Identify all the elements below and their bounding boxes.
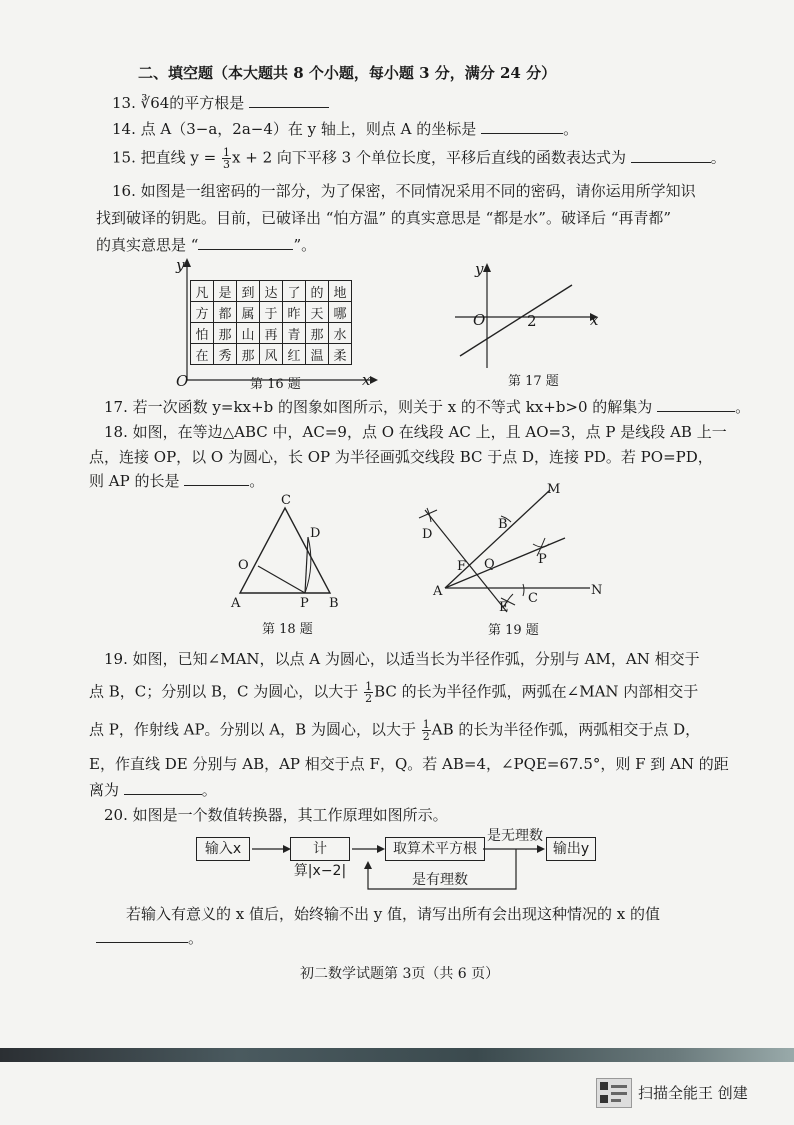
fig16-grid-row xyxy=(191,302,352,323)
fig16-grid-cell: 柔 xyxy=(329,344,352,365)
flow-label-rational: 是有理数 xyxy=(412,872,468,888)
fig17-y-label: y xyxy=(475,260,484,278)
fig16-grid-cell: 青 xyxy=(283,323,306,344)
fig16-y-label: y xyxy=(176,256,185,274)
fig16-grid-row xyxy=(191,281,352,302)
fig19-construction xyxy=(415,480,615,620)
page-footer: 初二数学试题第 3页（共 6 页） xyxy=(300,966,500,982)
question-16-line3 xyxy=(96,235,316,255)
q15-frac-num: 1 xyxy=(223,146,231,159)
q19-text-line3b: AB 的长为半径作弧，两弧相交于点 D， xyxy=(431,720,701,739)
question-19-line3 xyxy=(89,719,700,742)
fig16-grid-cell: 再 xyxy=(260,323,283,344)
q14-number: 14. xyxy=(112,120,136,138)
fig16-grid-row xyxy=(191,323,352,344)
q20-text: 如图是一个数值转换器，其工作原理如图所示。 xyxy=(132,806,448,824)
fig17-tick-2: 2 xyxy=(527,312,537,330)
q18-text-line1: 如图，在等边△ABC 中，AC=9，点 O 在线段 AC 上，且 AO=3，点 P 是线段 AB 上一 xyxy=(132,423,727,441)
q18-end: 。 xyxy=(249,472,265,490)
q19-text-line3a: 点 P，作射线 AP。分别以 A，B 为圆心，以大于 xyxy=(89,720,416,739)
question-16-line2: 找到破译的钥匙。目前，已破译出 “怕方温” 的真实意思是 “都是水”。破译后 “再青都” xyxy=(96,209,672,227)
fig16-cipher-grid xyxy=(190,280,352,365)
fig18-label-O: O xyxy=(238,558,249,573)
fig19-label-B: B xyxy=(498,517,508,532)
q19-frac2-num: 1 xyxy=(422,718,430,731)
fig16-grid-cell: 哪 xyxy=(329,302,352,323)
fig19-label-E: E xyxy=(499,600,509,615)
fig16-grid-cell: 属 xyxy=(237,302,260,323)
q15-number: 15. xyxy=(112,148,136,167)
fig16-grid-cell: 了 xyxy=(283,281,306,302)
fig18-label-P: P xyxy=(300,596,309,611)
q14-end: 。 xyxy=(563,120,579,138)
fig19-label-P: P xyxy=(538,552,547,567)
fig16-grid-cell: 都 xyxy=(214,302,237,323)
fig16-grid-cell: 的 xyxy=(306,281,329,302)
q19-text-line1: 如图，已知∠MAN，以点 A 为圆心，以适当长为半径作弧，分别与 AM，AN 相交于 xyxy=(132,650,700,668)
q19-answer-blank xyxy=(124,780,202,795)
fig17-origin-label: O xyxy=(473,311,486,329)
fig16-grid-cell: 那 xyxy=(237,344,260,365)
question-16-line1 xyxy=(112,181,696,201)
q19-text-line2b: BC 的长为半径作弧，两弧在∠MAN 内部相交于 xyxy=(374,682,699,701)
fig17-caption: 第 17 题 xyxy=(508,374,559,389)
fig16-grid-cell: 水 xyxy=(329,323,352,344)
q16-text-line3a: 的真实意思是 “ xyxy=(96,236,199,254)
fig19-label-N: N xyxy=(591,583,603,598)
q14-answer-blank xyxy=(481,119,563,134)
fig19-label-C: C xyxy=(528,591,538,606)
flow-input-box: 输入x xyxy=(196,837,250,861)
q14-text: 点 A（3−a，2a−4）在 y 轴上，则点 A 的坐标是 xyxy=(140,120,477,138)
fig19-caption: 第 19 题 xyxy=(488,623,539,638)
section-title: 二、填空题（本大题共 8 个小题，每小题 3 分，满分 24 分） xyxy=(138,64,557,82)
q19-number: 19. xyxy=(104,650,128,668)
q13-text: 的平方根是 xyxy=(169,94,245,112)
q20-end: 。 xyxy=(188,929,204,947)
question-20-line1 xyxy=(104,805,448,825)
q15-pre: 把直线 y = xyxy=(140,148,217,167)
question-18-line1 xyxy=(104,422,727,442)
question-15 xyxy=(112,147,726,170)
q16-number: 16. xyxy=(112,182,136,200)
fig17-x-label: x xyxy=(590,311,599,329)
q19-frac2-den: 2 xyxy=(422,730,430,743)
fig18-label-A: A xyxy=(231,596,241,611)
q19-fraction-2 xyxy=(422,719,431,742)
fig19-label-A: A xyxy=(433,584,443,599)
fig19-label-D: D xyxy=(422,527,433,542)
q20-answer-blank xyxy=(96,928,188,943)
question-14 xyxy=(112,119,578,139)
q17-answer-blank xyxy=(657,397,735,412)
fig18-label-B: B xyxy=(329,596,339,611)
flow-label-irrational: 是无理数 xyxy=(487,828,543,844)
fig18-caption: 第 18 题 xyxy=(262,622,313,637)
qr-code-icon xyxy=(596,1078,632,1108)
fig16-grid-cell: 怕 xyxy=(191,323,214,344)
q15-frac-den: 3 xyxy=(223,158,231,171)
question-19-line4: E，作直线 DE 分别与 AB，AP 相交于点 F，Q。若 AB=4，∠PQE=67.5°，则 F 到 AN 的距 xyxy=(89,755,729,773)
fig16-grid-cell: 那 xyxy=(214,323,237,344)
fig16-grid-cell: 达 xyxy=(260,281,283,302)
fig16-grid-cell: 是 xyxy=(214,281,237,302)
flow-calc-box: 计算|x−2| xyxy=(290,837,350,861)
fig16-grid-cell: 温 xyxy=(306,344,329,365)
q16-answer-blank xyxy=(198,235,293,250)
fig16-grid-row xyxy=(191,344,352,365)
fig16-grid-cell: 于 xyxy=(260,302,283,323)
question-17 xyxy=(104,397,750,417)
fig18-label-C: C xyxy=(281,493,291,508)
q13-radical: ∛64 xyxy=(140,94,170,112)
q16-text-line3b: ”。 xyxy=(293,236,317,254)
q17-text: 若一次函数 y=kx+b 的图象如图所示，则关于 x 的不等式 kx+b>0 的解集为 xyxy=(132,398,653,416)
question-13 xyxy=(112,93,329,113)
question-20-line2: 若输入有意义的 x 值后，始终输不出 y 值，请写出所有会出现这种情况的 x 的值 xyxy=(126,905,661,923)
q17-number: 17. xyxy=(104,398,128,416)
fig16-grid-cell: 到 xyxy=(237,281,260,302)
scan-edge-bar xyxy=(0,1048,794,1062)
fig16-grid-cell: 天 xyxy=(306,302,329,323)
fig16-grid-cell: 风 xyxy=(260,344,283,365)
fig16-grid-cell: 山 xyxy=(237,323,260,344)
q18-text-line3: 则 AP 的长是 xyxy=(89,472,180,490)
q19-frac1-den: 2 xyxy=(365,692,373,705)
question-19-line2 xyxy=(89,681,698,704)
fig16-grid-cell: 地 xyxy=(329,281,352,302)
fig16-grid-cell: 红 xyxy=(283,344,306,365)
q19-end: 。 xyxy=(201,781,217,799)
fig16-caption: 第 16 题 xyxy=(250,377,301,392)
fig16-grid-cell: 方 xyxy=(191,302,214,323)
scanner-watermark: 扫描全能王 创建 xyxy=(638,1084,748,1102)
q19-text-line2a: 点 B，C；分别以 B，C 为圆心，以大于 xyxy=(89,682,359,701)
q15-answer-blank xyxy=(631,148,711,163)
question-19-line1 xyxy=(104,649,700,669)
q20-number: 20. xyxy=(104,806,128,824)
q13-number: 13. xyxy=(112,94,136,112)
fig19-label-F: F xyxy=(457,559,467,574)
q13-answer-blank xyxy=(249,93,329,108)
fig16-origin-label: O xyxy=(176,372,189,390)
q15-end: 。 xyxy=(710,148,726,167)
q19-text-line5: 离为 xyxy=(89,781,120,799)
question-19-line5 xyxy=(89,780,217,800)
q17-end: 。 xyxy=(735,398,751,416)
question-18-line3 xyxy=(89,471,264,491)
q15-post: x + 2 向下平移 3 个单位长度，平移后直线的函数表达式为 xyxy=(232,148,626,167)
fig19-label-Q: Q xyxy=(484,557,495,572)
q18-number: 18. xyxy=(104,423,128,441)
fig16-grid-cell: 昨 xyxy=(283,302,306,323)
q19-frac1-num: 1 xyxy=(365,680,373,693)
q19-fraction-1 xyxy=(364,681,373,704)
fig16-grid-cell: 秀 xyxy=(214,344,237,365)
fig18-label-D: D xyxy=(310,526,321,541)
flow-sqrt-box: 取算术平方根 xyxy=(385,837,485,861)
fig16-x-label: x xyxy=(362,371,371,389)
q16-text-line1: 如图是一组密码的一部分，为了保密，不同情况采用不同的密码，请你运用所学知识 xyxy=(140,182,696,200)
question-20-line3 xyxy=(96,928,203,948)
fig16-grid-cell: 在 xyxy=(191,344,214,365)
fig16-grid-cell: 那 xyxy=(306,323,329,344)
q18-answer-blank xyxy=(184,471,249,486)
fig16-grid-cell: 凡 xyxy=(191,281,214,302)
q15-fraction xyxy=(222,147,231,170)
fig19-label-M: M xyxy=(547,482,561,497)
question-18-line2: 点，连接 OP，以 O 为圆心，长 OP 为半径画弧交线段 BC 于点 D，连接 PD。若 PO=PD， xyxy=(89,448,713,466)
flow-output-box: 输出y xyxy=(546,837,596,861)
